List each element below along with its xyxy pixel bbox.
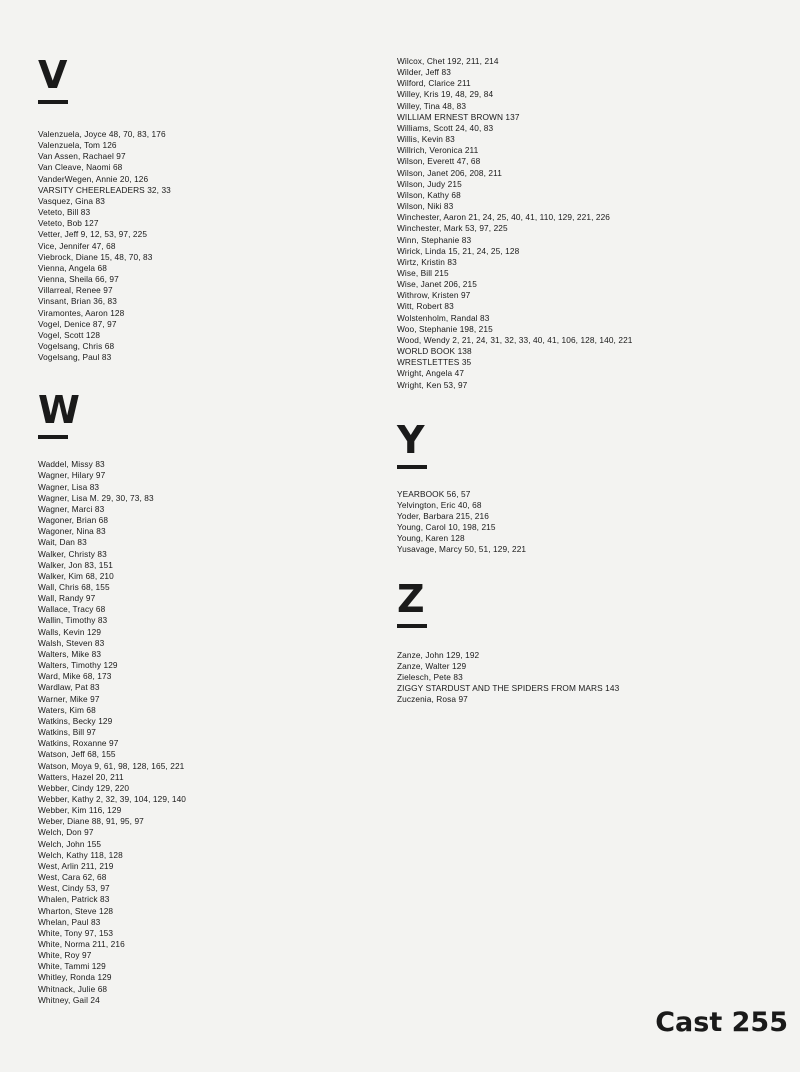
- index-entry: Wilson, Kathy 68: [397, 189, 461, 200]
- index-entry: Wait, Dan 83: [38, 537, 87, 548]
- index-entry: Whelan, Paul 83: [38, 916, 101, 927]
- index-entry: Watson, Jeff 68, 155: [38, 749, 116, 760]
- index-entry: Wilcox, Chet 192, 211, 214: [397, 56, 499, 66]
- index-entry: Walsh, Steven 83: [38, 637, 105, 648]
- index-entry: Walls, Kevin 129: [38, 626, 102, 637]
- section-w: [38, 388, 368, 1006]
- index-entry: Viramontes, Aaron 128: [38, 307, 125, 318]
- index-entry: Whitley, Ronda 129: [38, 972, 112, 983]
- index-entry: Willey, Kris 19, 48, 29, 84: [397, 89, 494, 100]
- index-entry: Vetter, Jeff 9, 12, 53, 97, 225: [38, 229, 148, 240]
- index-entry: Welch, Kathy 118, 128: [38, 849, 123, 860]
- index-entry: Wood, Wendy 2, 21, 24, 31, 32, 33, 40, 41, 106, 128, 140, 221: [397, 334, 633, 345]
- index-entry: Vogelsang, Paul 83: [38, 352, 112, 363]
- index-entry: Wagner, Marci 83: [38, 503, 105, 514]
- entry-list-w-continued: [397, 56, 777, 391]
- index-entry: Vinsant, Brian 36, 83: [38, 296, 117, 307]
- index-entry: WILLIAM ERNEST BROWN 137: [397, 111, 520, 122]
- index-entry: Vogel, Scott 128: [38, 329, 101, 340]
- index-entry: Wright, Ken 53, 97: [397, 379, 468, 390]
- section-y: [397, 417, 777, 556]
- index-entry: Walters, Mike 83: [38, 648, 102, 659]
- index-entry: Wagner, Hilary 97: [38, 470, 106, 481]
- index-entry: Wilson, Janet 206, 208, 211: [397, 167, 502, 178]
- index-entry: Whitney, Gail 24: [38, 994, 100, 1005]
- index-entry: Wilson, Judy 215: [397, 178, 462, 189]
- section-z: [397, 576, 777, 706]
- index-entry: Watkins, Bill 97: [38, 727, 97, 738]
- index-entry: Waters, Kim 68: [38, 704, 96, 715]
- index-entry: Wilson, Niki 83: [397, 201, 454, 212]
- index-entry: Veteto, Bill 83: [38, 207, 91, 218]
- index-entry: Zielesch, Pete 83: [397, 671, 463, 682]
- left-column: [38, 53, 368, 1006]
- index-entry: Witt, Robert 83: [397, 301, 454, 312]
- index-entry: Wright, Angela 47: [397, 368, 465, 379]
- index-entry: Yusavage, Marcy 50, 51, 129, 221: [397, 544, 527, 555]
- entry-list-w: [38, 459, 368, 1006]
- index-entry: Ward, Mike 68, 173: [38, 671, 112, 682]
- index-entry: Veteto, Bob 127: [38, 218, 99, 229]
- index-entry: Warner, Mike 97: [38, 693, 100, 704]
- index-entry: Walters, Timothy 129: [38, 660, 118, 671]
- index-entry: Young, Carol 10, 198, 215: [397, 522, 496, 533]
- page-number: Cast 255: [655, 1007, 788, 1038]
- index-entry: White, Roy 97: [38, 950, 92, 961]
- index-entry: Yoder, Barbara 215, 216: [397, 511, 489, 521]
- index-entry: Webber, Cindy 129, 220: [38, 782, 130, 793]
- index-entry: Whalen, Patrick 83: [38, 894, 110, 905]
- index-entry: ZIGGY STARDUST AND THE SPIDERS FROM MARS 143: [397, 683, 620, 694]
- index-entry: Zanze, John 129, 192: [397, 649, 480, 660]
- index-entry: Zanze, Walter 129: [397, 660, 467, 671]
- index-entry: Young, Karen 128: [397, 533, 465, 544]
- index-entry: Valenzuela, Joyce 48, 70, 83, 176: [38, 129, 166, 139]
- index-entry: Walker, Christy 83: [38, 548, 107, 559]
- index-entry: Vienna, Sheila 66, 97: [38, 274, 119, 285]
- index-entry: Wirtz, Kristin 83: [397, 256, 457, 267]
- index-entry: Wall, Chris 68, 155: [38, 582, 110, 592]
- section-underline: [397, 624, 427, 628]
- index-entry: Vogelsang, Chris 68: [38, 340, 115, 351]
- index-entry: Wagner, Lisa M. 29, 30, 73, 83: [38, 492, 154, 503]
- index-entry: Winn, Stephanie 83: [397, 234, 472, 245]
- index-entry: Winchester, Mark 53, 97, 225: [397, 223, 508, 234]
- index-entry: Weber, Diane 88, 91, 95, 97: [38, 816, 144, 827]
- section-letter-w: W: [38, 388, 80, 433]
- index-entry: Valenzuela, Tom 126: [38, 140, 117, 151]
- index-entry: Wagner, Lisa 83: [38, 481, 100, 492]
- index-entry: Watters, Hazel 20, 211: [38, 771, 124, 782]
- index-entry: Vogel, Denice 87, 97: [38, 318, 117, 329]
- index-entry: Welch, Don 97: [38, 827, 94, 838]
- section-underline: [38, 435, 68, 439]
- entry-list-v: [38, 129, 368, 363]
- index-entry: West, Cara 62, 68: [38, 872, 107, 883]
- index-entry: VARSITY CHEERLEADERS 32, 33: [38, 184, 171, 195]
- index-entry: Willey, Tina 48, 83: [397, 100, 467, 111]
- index-entry: Walker, Jon 83, 151: [38, 559, 113, 570]
- section-letter-v: V: [38, 53, 68, 97]
- index-entry: Watkins, Becky 129: [38, 715, 113, 726]
- section-underline: [397, 465, 427, 469]
- index-entry: Willrich, Veronica 211: [397, 145, 479, 156]
- index-entry: VanderWegen, Annie 20, 126: [38, 173, 149, 184]
- right-column: [397, 56, 777, 705]
- index-entry: Wagoner, Brian 68: [38, 515, 109, 526]
- index-entry: Wolstenholm, Randal 83: [397, 312, 490, 323]
- entry-list-z: [397, 650, 777, 706]
- section-underline: [38, 100, 68, 104]
- index-entry: Williams, Scott 24, 40, 83: [397, 122, 494, 133]
- index-entry: Van Assen, Rachael 97: [38, 151, 126, 162]
- section-letter-z: Z: [397, 576, 425, 621]
- index-entry: Villarreal, Renee 97: [38, 285, 113, 296]
- index-entry: Vienna, Angela 68: [38, 262, 107, 273]
- index-entry: WORLD BOOK 138: [397, 346, 472, 357]
- index-entry: Wallace, Tracy 68: [38, 604, 106, 615]
- index-entry: Wilford, Clarice 211: [397, 78, 471, 89]
- index-entry: Webber, Kim 116, 129: [38, 805, 122, 816]
- index-entry: Watkins, Roxanne 97: [38, 738, 119, 749]
- index-entry: Wilder, Jeff 83: [397, 67, 451, 78]
- section-w-continued: [397, 56, 777, 391]
- index-entry: West, Cindy 53, 97: [38, 883, 110, 894]
- index-entry: Wagoner, Nina 83: [38, 526, 106, 537]
- index-entry: Welch, John 155: [38, 838, 102, 849]
- index-entry: Woo, Stephanie 198, 215: [397, 323, 493, 334]
- index-entry: West, Arlin 211, 219: [38, 860, 114, 871]
- index-entry: Van Cleave, Naomi 68: [38, 162, 123, 173]
- index-entry: Whitnack, Julie 68: [38, 983, 108, 994]
- index-entry: Wallin, Timothy 83: [38, 615, 108, 626]
- entry-list-y: [397, 489, 777, 556]
- index-entry: Wharton, Steve 128: [38, 905, 114, 916]
- index-entry: Wise, Janet 206, 215: [397, 279, 477, 290]
- index-entry: Watson, Moya 9, 61, 98, 128, 165, 221: [38, 760, 185, 771]
- index-entry: Wirick, Linda 15, 21, 24, 25, 128: [397, 245, 520, 256]
- index-entry: Vasquez, Gina 83: [38, 195, 105, 206]
- index-entry: Withrow, Kristen 97: [397, 290, 471, 301]
- index-entry: Walker, Kim 68, 210: [38, 570, 114, 581]
- index-entry: Yelvington, Eric 40, 68: [397, 499, 482, 510]
- index-entry: Webber, Kathy 2, 32, 39, 104, 129, 140: [38, 793, 187, 804]
- index-entry: Waddel, Missy 83: [38, 459, 105, 470]
- index-entry: Wardlaw, Pat 83: [38, 682, 100, 693]
- section-letter-y: Y: [397, 417, 425, 462]
- index-entry: YEARBOOK 56, 57: [397, 488, 471, 499]
- index-entry: White, Tammi 129: [38, 961, 106, 972]
- index-entry: White, Norma 211, 216: [38, 939, 125, 949]
- index-entry: White, Tony 97, 153: [38, 927, 114, 938]
- index-entry: WRESTLETTES 35: [397, 357, 472, 368]
- index-entry: Wilson, Everett 47, 68: [397, 156, 481, 167]
- index-entry: Wise, Bill 215: [397, 267, 449, 278]
- section-v: [38, 53, 368, 363]
- index-entry: Vice, Jennifer 47, 68: [38, 240, 116, 251]
- index-entry: Wall, Randy 97: [38, 593, 96, 604]
- index-entry: Viebrock, Diane 15, 48, 70, 83: [38, 251, 153, 262]
- index-entry: Winchester, Aaron 21, 24, 25, 40, 41, 110, 129, 221, 226: [397, 212, 611, 223]
- index-entry: Zuczenia, Rosa 97: [397, 694, 468, 705]
- index-entry: Willis, Kevin 83: [397, 134, 455, 145]
